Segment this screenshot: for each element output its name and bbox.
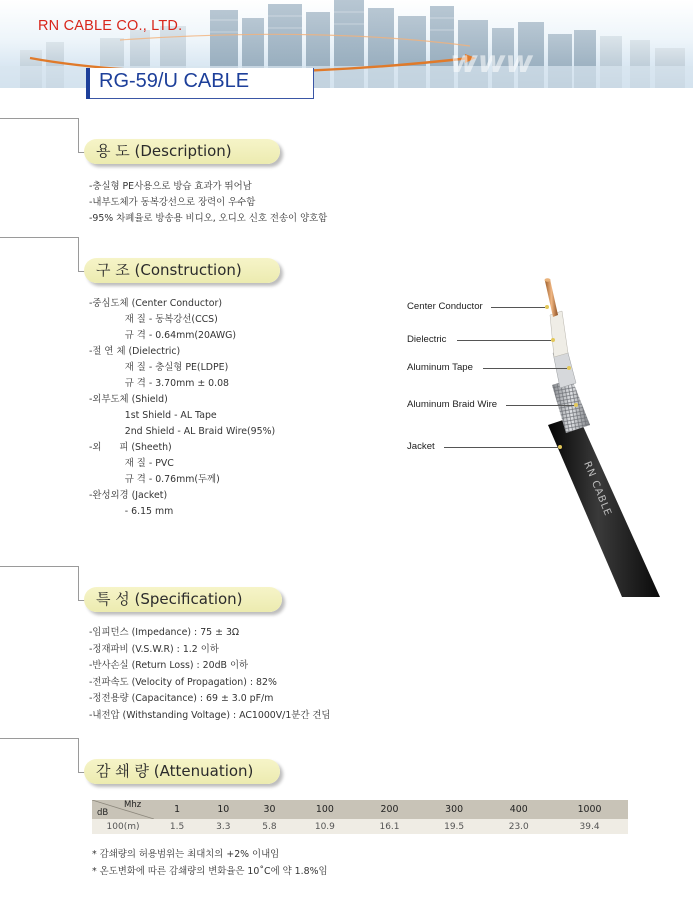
frequency-header: 30 <box>246 800 292 819</box>
note-line: * 감쇄량의 허용범위는 최대치의 +2% 이내임 <box>92 849 280 860</box>
attenuation-value-row <box>92 819 628 834</box>
frequency-header: 100 <box>293 800 358 819</box>
construction-line: -외부도체 (Shield) <box>89 394 168 405</box>
section-divider-description-vertical <box>78 118 79 152</box>
frequency-header: 400 <box>486 800 551 819</box>
svg-text:www: www <box>450 45 534 80</box>
cable-center-conductor <box>545 279 558 317</box>
attenuation-table <box>92 800 628 834</box>
construction-line: 1st Shield - AL Tape <box>89 410 217 421</box>
leader-dot <box>551 338 555 342</box>
attenuation-value: 3.3 <box>200 819 246 834</box>
label-aluminum-braid-wire: Aluminum Braid Wire <box>407 399 498 410</box>
frequency-header: 1000 <box>551 800 628 819</box>
description-line: -충실형 PE사용으로 방습 효과가 뛰어남 <box>89 181 252 192</box>
construction-list <box>89 296 275 520</box>
section-heading-specification: 특 성 (Specification) <box>84 587 282 612</box>
construction-line: 규 격 - 0.76mm(두께) <box>89 474 220 485</box>
leader-line <box>457 340 551 341</box>
corner-db-label: dB <box>97 808 109 818</box>
specification-line: -전파속도 (Velocity of Propagation) : 82% <box>89 676 277 688</box>
attenuation-value: 39.4 <box>551 819 628 834</box>
construction-line: 규 격 - 0.64mm(20AWG) <box>89 330 237 341</box>
note-line: * 온도변화에 따른 감쇄량의 변화율은 10˚C에 약 1.8%임 <box>92 866 328 877</box>
frequency-header: 200 <box>357 800 422 819</box>
construction-line: 재 질 - 동복강선(CCS) <box>89 314 218 325</box>
leader-line <box>444 447 558 448</box>
description-line: -내부도체가 동복강선으로 장력이 우수함 <box>89 197 256 208</box>
section-heading-attenuation: 감 쇄 량 (Attenuation) <box>84 759 280 784</box>
attenuation-value: 19.5 <box>422 819 487 834</box>
attenuation-notes <box>92 846 328 880</box>
jacket-print-text: RN CABLE <box>581 460 614 519</box>
leader-dot <box>574 403 578 407</box>
construction-line: - 6.15 mm <box>89 506 174 517</box>
construction-line: 재 질 - PVC <box>89 458 174 469</box>
label-aluminum-tape: Aluminum Tape <box>407 362 473 373</box>
leader-line <box>506 405 574 406</box>
construction-line: -외 피 (Sheeth) <box>89 442 172 453</box>
specification-line: -반사손실 (Return Loss) : 20dB 이하 <box>89 660 249 671</box>
section-divider-attenuation-vertical <box>78 738 79 772</box>
label-dielectric: Dielectric <box>407 334 447 345</box>
section-heading-description: 용 도 (Description) <box>84 139 280 164</box>
description-list <box>89 179 327 227</box>
row-label: 100(m) <box>92 819 154 834</box>
label-center-conductor: Center Conductor <box>407 301 483 312</box>
construction-line: -절 연 체 (Dielectric) <box>89 346 181 357</box>
attenuation-value: 5.8 <box>246 819 292 834</box>
attenuation-header-row <box>92 800 628 819</box>
specification-line: -임피던스 (Impedance) : 75 ± 3Ω <box>89 627 240 638</box>
section-divider-attenuation <box>0 738 78 739</box>
corner-mhz-label: Mhz <box>124 800 142 810</box>
section-heading-construction: 구 조 (Construction) <box>84 258 280 283</box>
section-divider-construction-vertical <box>78 237 79 271</box>
title-accent-bar <box>86 68 90 99</box>
table-corner-cell <box>92 800 154 819</box>
frequency-header: 1 <box>154 800 200 819</box>
attenuation-value: 10.9 <box>293 819 358 834</box>
specification-line: -내전압 (Withstanding Voltage) : AC1000V/1분간 견딤 <box>89 709 331 721</box>
construction-line: 2nd Shield - AL Braid Wire(95%) <box>89 426 276 437</box>
leader-line <box>483 368 567 369</box>
frequency-header: 300 <box>422 800 487 819</box>
leader-dot <box>567 366 571 370</box>
specification-line: -정재파비 (V.S.W.R) : 1.2 이하 <box>89 643 219 655</box>
section-divider-specification-vertical <box>78 566 79 600</box>
attenuation-value: 16.1 <box>357 819 422 834</box>
description-line: -95% 차폐율로 방송용 비디오, 오디오 신호 전송이 양호함 <box>89 213 328 224</box>
section-divider-description <box>0 118 78 119</box>
leader-dot <box>558 445 562 449</box>
leader-line <box>491 307 545 308</box>
cable-cross-section-illustration <box>520 275 693 597</box>
product-title: RG-59/U CABLE <box>99 70 250 92</box>
construction-line: 규 격 - 3.70mm ± 0.08 <box>89 378 230 389</box>
construction-line: 재 질 - 충실형 PE(LDPE) <box>89 362 229 373</box>
attenuation-value: 23.0 <box>486 819 551 834</box>
specification-list <box>89 625 331 724</box>
specification-line: -정전용량 (Capacitance) : 69 ± 3.0 pF/m <box>89 693 274 704</box>
frequency-header: 10 <box>200 800 246 819</box>
section-divider-specification <box>0 566 78 567</box>
construction-line: -중심도체 (Center Conductor) <box>89 298 222 309</box>
label-jacket: Jacket <box>407 441 435 452</box>
leader-dot <box>545 305 549 309</box>
cable-dielectric <box>550 311 568 357</box>
product-title-box <box>86 68 314 99</box>
section-divider-construction <box>0 237 78 238</box>
attenuation-value: 1.5 <box>154 819 200 834</box>
construction-line: -완성외경 (Jacket) <box>89 490 168 501</box>
company-name: RN CABLE CO., LTD. <box>38 18 183 34</box>
